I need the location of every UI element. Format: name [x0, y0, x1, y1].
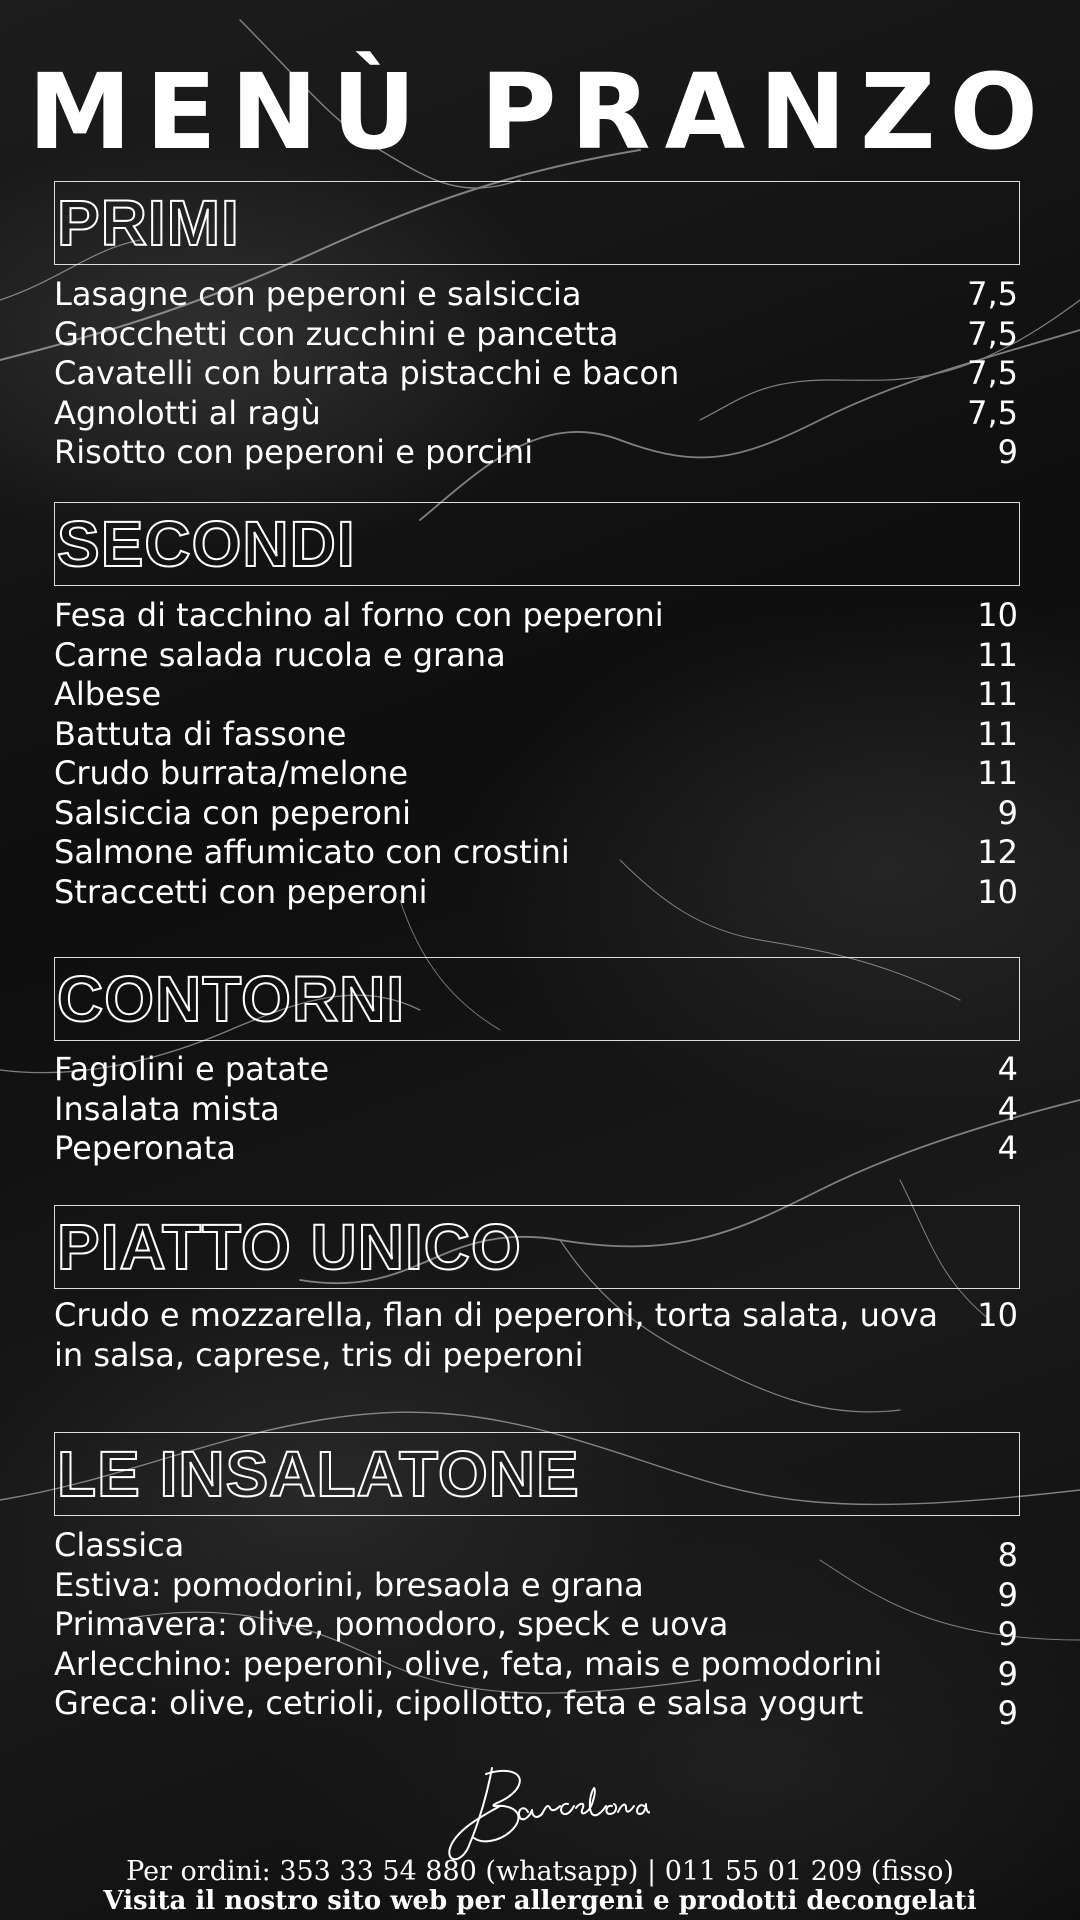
list-item: [54, 1526, 1018, 1574]
footer-website-note: Visita il nostro sito web per allergeni e prodotti decongelati: [103, 1886, 977, 1916]
list-item: [54, 1129, 1018, 1169]
item-price: 10: [977, 1296, 1018, 1334]
secondi-list: [54, 596, 1018, 912]
item-name: Cavatelli con burrata pistacchi e bacon: [54, 354, 680, 392]
list-item: [54, 1605, 1018, 1653]
section-title-piatto-unico: PIATTO UNICO: [57, 1211, 522, 1283]
footer-orders: Per ordini: 353 33 54 880 (whatsapp) | 011 55 01 209 (fisso): [126, 1856, 954, 1887]
list-item: [54, 433, 1018, 473]
list-item: [54, 1565, 1018, 1614]
section-title-contorni: CONTORNI: [57, 963, 406, 1035]
item-price: 9: [997, 1615, 1018, 1653]
item-price: 9: [997, 433, 1018, 471]
section-header-secondi: [54, 502, 1020, 586]
item-price: 7,5: [967, 393, 1018, 432]
list-item: [54, 1644, 1018, 1693]
item-price: 7,5: [967, 314, 1018, 353]
item-name: Estiva: pomodorini, bresaola e grana: [54, 1565, 644, 1604]
item-name: Risotto con peperoni e porcini: [54, 433, 534, 471]
item-price: 9: [997, 1654, 1018, 1693]
menu-title: MENÙ PRANZO: [28, 51, 1052, 173]
item-price: 9: [997, 1575, 1018, 1614]
item-name: Fesa di tacchino al forno con peperoni: [54, 596, 664, 634]
item-name: Arlecchino: peperoni, olive, feta, mais e pomodorini: [54, 1644, 883, 1683]
section-header-contorni: [54, 957, 1020, 1041]
list-item: [54, 1050, 1018, 1090]
list-item: [54, 275, 1018, 315]
item-name: Salmone affumicato con crostini: [54, 833, 570, 871]
list-item: [54, 1684, 1018, 1732]
item-name: Crudo burrata/melone: [54, 754, 409, 792]
barcelona-signature-logo: [430, 1760, 650, 1870]
list-item: [54, 636, 1018, 676]
item-name: Classica: [54, 1526, 185, 1564]
item-name: Lasagne con peperoni e salsiccia: [54, 275, 582, 313]
item-price: 7,5: [967, 354, 1018, 392]
item-price: 4: [997, 1129, 1018, 1167]
item-price: 8: [997, 1536, 1018, 1574]
section-title-primi: PRIMI: [57, 187, 240, 259]
item-price: 11: [977, 635, 1018, 674]
item-name: Straccetti con peperoni: [54, 872, 428, 911]
contorni-list: [54, 1050, 1018, 1169]
insalatone-list: [54, 1526, 1018, 1732]
list-item: [54, 675, 1018, 715]
item-name: Albese: [54, 675, 162, 713]
item-price: 4: [997, 1050, 1018, 1088]
item-name: Fagiolini e patate: [54, 1050, 330, 1088]
item-price: 12: [977, 833, 1018, 871]
item-name: Insalata mista: [54, 1089, 280, 1128]
item-name: Carne salada rucola e grana: [54, 635, 506, 674]
list-item: [54, 873, 1018, 913]
primi-list: [54, 275, 1018, 473]
item-name: Salsiccia con peperoni: [54, 793, 412, 832]
item-price: 7,5: [967, 275, 1018, 313]
item-price: 4: [997, 1089, 1018, 1128]
item-name: Greca: olive, cetrioli, cipollotto, feta e salsa yogurt: [54, 1684, 864, 1722]
list-item: [54, 1090, 1018, 1130]
item-name: Crudo e mozzarella, flan di peperoni, torta salata, uova in salsa, caprese, tris di peperoni: [54, 1296, 938, 1374]
section-header-primi: [54, 181, 1020, 265]
item-name: Battuta di fassone: [54, 714, 347, 753]
list-item: [54, 1296, 1018, 1375]
list-item: [54, 394, 1018, 434]
section-header-insalatone: [54, 1432, 1020, 1516]
section-title-secondi: SECONDI: [57, 508, 356, 580]
item-price: 10: [977, 872, 1018, 911]
item-price: 11: [977, 675, 1018, 713]
item-price: 11: [977, 714, 1018, 753]
item-price: 9: [997, 793, 1018, 832]
list-item: [54, 596, 1018, 636]
list-item: [54, 833, 1018, 873]
list-item: [54, 354, 1018, 394]
item-name: Agnolotti al ragù: [54, 393, 321, 432]
item-name: Primavera: olive, pomodoro, speck e uova: [54, 1605, 729, 1643]
section-title-insalatone: LE INSALATONE: [57, 1438, 580, 1510]
list-item: [54, 315, 1018, 355]
item-name: Peperonata: [54, 1129, 236, 1167]
item-price: 9: [997, 1694, 1018, 1732]
item-price: 11: [977, 754, 1018, 792]
piatto-unico-list: [54, 1296, 1018, 1375]
item-price: 10: [977, 596, 1018, 634]
list-item: [54, 715, 1018, 755]
list-item: [54, 754, 1018, 794]
section-header-piatto-unico: [54, 1205, 1020, 1289]
list-item: [54, 794, 1018, 834]
item-name: Gnocchetti con zucchini e pancetta: [54, 314, 619, 353]
